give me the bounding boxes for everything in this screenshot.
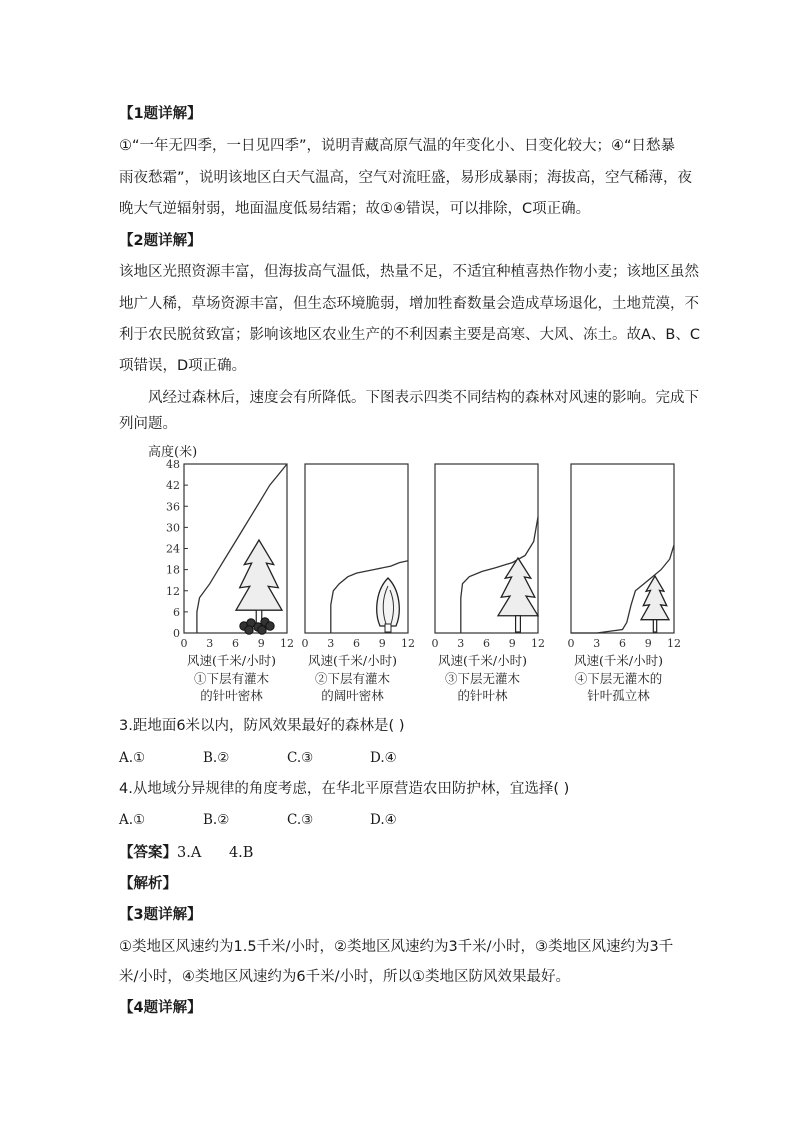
section3-line-2: 米/小时，④类地区风速约为6千米/小时，所以①类地区防风效果最好。	[119, 969, 570, 985]
y-tick-label: 12	[166, 584, 180, 598]
q4-option-b[interactable]: B.②	[203, 812, 230, 828]
y-tick-label: 18	[166, 563, 180, 577]
broadleaf-tree-icon	[377, 578, 400, 632]
x-tick-label: 3	[206, 637, 214, 650]
panel-4-caption-line-1: ④下层无灌木的	[574, 671, 663, 686]
section3-line-1: ①类地区风速约为1.5千米/小时，②类地区风速约为3千米/小时，③类地区风速约为3千	[119, 939, 674, 955]
q3-option-b[interactable]: B.②	[203, 750, 230, 766]
x-tick-label: 12	[667, 637, 681, 650]
y-tick-label: 0	[173, 627, 180, 640]
section4-heading: 【4题详解】	[119, 1000, 202, 1016]
q4-option-d[interactable]: D.④	[370, 812, 397, 828]
x-tick-label: 3	[457, 637, 465, 650]
y-tick-label: 42	[166, 479, 180, 493]
x-tick-label: 6	[483, 637, 490, 650]
x-tick-label: 3	[327, 637, 335, 650]
section1-line-1: ①“一年无四季，一日见四季”，说明青藏高原气温的年变化小、日变化较大；④“日愁暴	[119, 138, 676, 154]
x-tick-label: 9	[644, 637, 652, 650]
y-tick-label: 30	[166, 521, 180, 535]
answer-row	[119, 843, 253, 863]
panel-3-x-axis-label: 风速(千米/小时)	[438, 653, 527, 668]
isolated-conifer-tree-icon	[641, 576, 669, 632]
q4-text: 4.从地域分异规律的角度考虑，在华北平原营造农田防护林，宜选择( )	[119, 781, 570, 797]
conifer-tree-icon	[236, 540, 282, 630]
panel-3-caption-line-1: ③下层无灌木	[444, 671, 521, 686]
q3-option-d[interactable]: D.④	[370, 750, 397, 766]
section1-line-3: 晚大气逆辐射弱，地面温度低易结霜；故①④错误，可以排除，C项正确。	[119, 201, 591, 217]
panel-2-caption-line-1: ②下层有灌木	[314, 671, 391, 686]
intro-line-2: 列问题。	[119, 416, 177, 432]
section2-line-1: 该地区光照资源丰富，但海拔高气温低，热量不足，不适宜种植喜热作物小麦；该地区虽然	[119, 264, 699, 280]
x-tick-label: 3	[593, 637, 601, 650]
panel-1-caption-line-1: ①下层有灌木	[193, 671, 270, 686]
panel-1-x-axis-label: 风速(千米/小时)	[187, 653, 276, 668]
x-tick-label: 6	[619, 637, 626, 650]
y-tick-label: 24	[166, 542, 180, 556]
section1-heading: 【1题详解】	[119, 106, 202, 122]
section2-line-2: 地广人稀，草场资源丰富，但生态环境脆弱，增加牲畜数量会造成草场退化，土地荒漠，不	[119, 296, 699, 312]
panel-2-caption-line-2: 的阔叶密林	[321, 688, 384, 703]
y-tick-label: 36	[166, 500, 180, 514]
answer-value: 3.A 4.B	[177, 845, 254, 861]
panel-4-x-axis-label: 风速(千米/小时)	[574, 653, 663, 668]
x-tick-label: 0	[431, 637, 439, 650]
section3-heading: 【3题详解】	[119, 907, 202, 923]
section2-line-4: 项错误，D项正确。	[119, 358, 247, 374]
answer-label: 【答案】	[119, 845, 177, 861]
panel-4-caption-line-2: 针叶孤立林	[587, 688, 650, 703]
intro-line-1: 风经过森林后，速度会有所降低。下图表示四类不同结构的森林对风速的影响。完成下	[148, 390, 699, 406]
analysis-label: 【解析】	[119, 876, 177, 892]
q3-option-a[interactable]: A.①	[119, 750, 146, 766]
conifer-tree-icon	[498, 558, 538, 632]
y-tick-label: 6	[173, 605, 180, 619]
x-tick-label: 9	[257, 637, 265, 650]
q3-option-c[interactable]: C.③	[287, 750, 314, 766]
section2-heading: 【2题详解】	[119, 233, 202, 249]
x-tick-label: 12	[531, 637, 545, 650]
q3-text: 3.距地面6米以内，防风效果最好的森林是( )	[119, 718, 405, 734]
x-tick-label: 0	[567, 637, 575, 650]
x-tick-label: 12	[401, 637, 415, 650]
y-axis-label: 高度(米)	[148, 445, 198, 460]
q4-option-a[interactable]: A.①	[119, 812, 146, 828]
x-tick-label: 6	[232, 637, 239, 650]
panel-1-caption-line-2: 的针叶密林	[200, 688, 263, 703]
section2-line-3: 利于农民脱贫致富；影响该地区农业生产的不利因素主要是高寒、大风、冻土。故A、B、C	[119, 327, 700, 343]
x-tick-label: 9	[508, 637, 516, 650]
panel-2-x-axis-label: 风速(千米/小时)	[308, 653, 397, 668]
q4-option-c[interactable]: C.③	[287, 812, 314, 828]
section1-line-2: 雨夜愁霜”，说明该地区白天气温高，空气对流旺盛，易形成暴雨；海拔高，空气稀薄，夜	[119, 170, 693, 186]
x-tick-label: 12	[280, 637, 294, 650]
x-tick-label: 6	[353, 637, 360, 650]
x-tick-label: 0	[301, 637, 309, 650]
panel-3-caption-line-2: 的针叶林	[457, 688, 508, 703]
x-tick-label: 9	[378, 637, 386, 650]
y-tick-label: 48	[166, 458, 180, 471]
forest-wind-figure	[140, 440, 685, 710]
x-tick-label: 0	[180, 637, 188, 650]
